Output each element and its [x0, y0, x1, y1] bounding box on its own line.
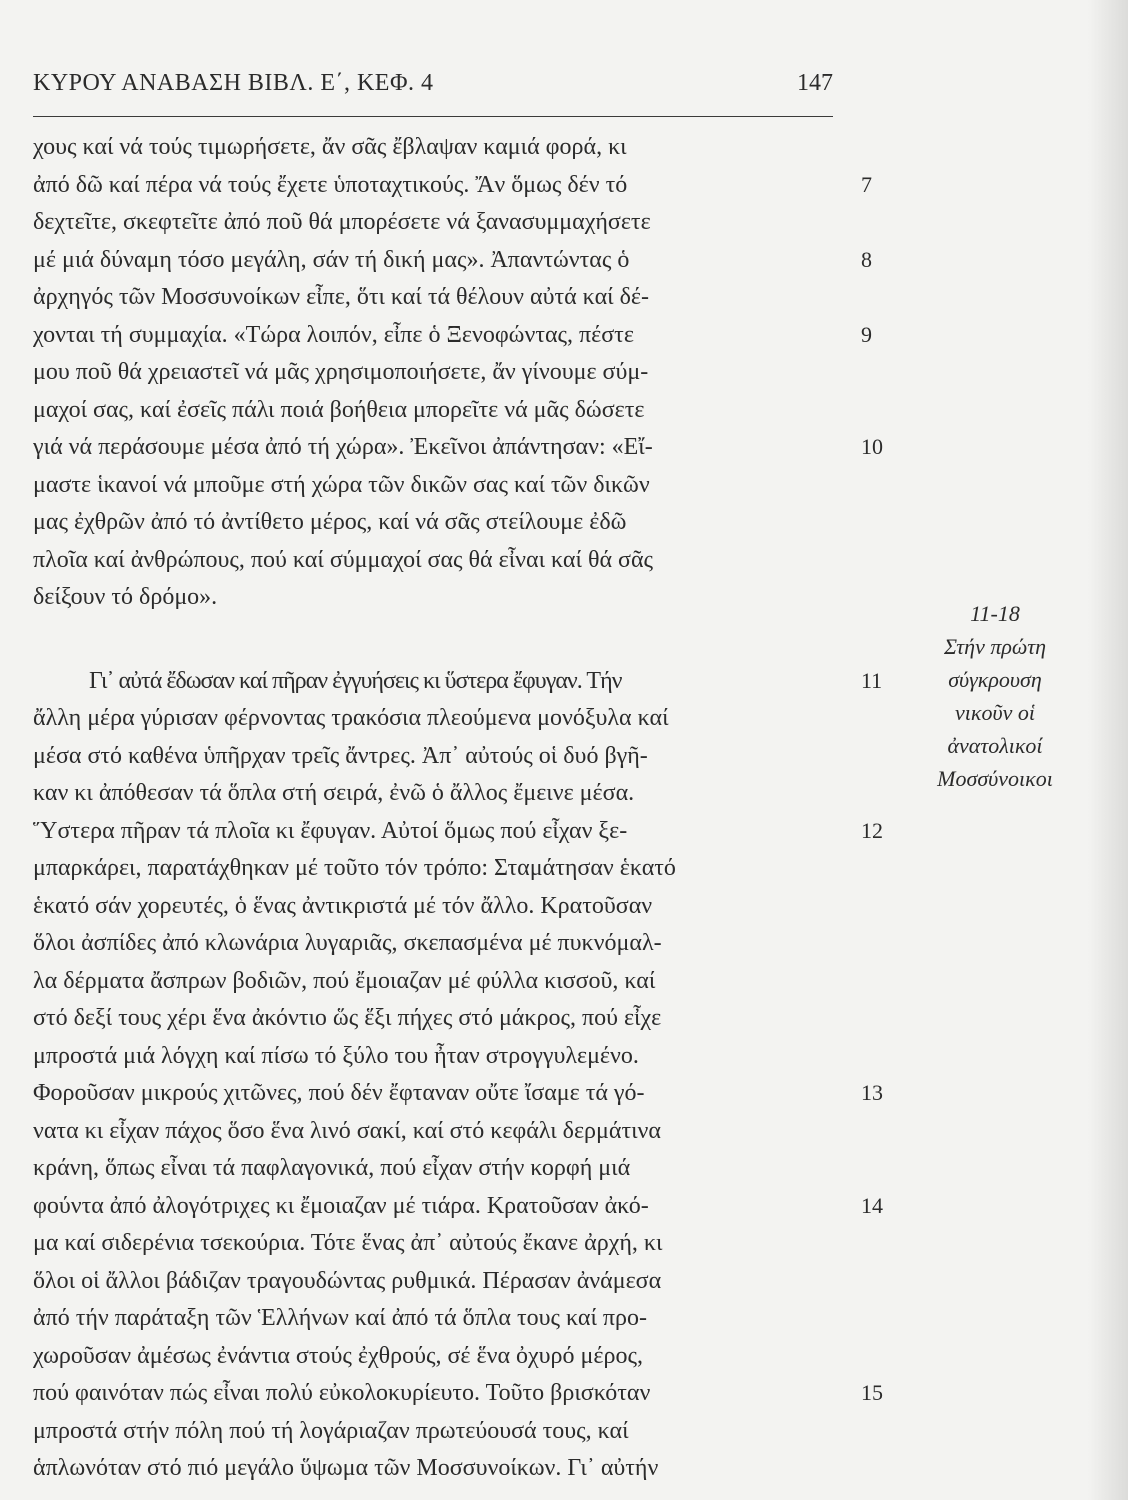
text-line: μου ποῦ θά χρειαστεῖ νά μᾶς χρησιμοποιήσετε, ἄν γίνουμε σύμ-: [33, 359, 649, 385]
text-line: ἀπό τήν παράταξη τῶν Ἑλλήνων καί ἀπό τά ὅπλα τους καί προ-: [33, 1305, 647, 1331]
text-line: χονται τή συμμαχία. «Τώρα λοιπόν, εἶπε ὁ Ξενοφώντας, πέστε: [33, 321, 634, 348]
text-line: φούντα ἀπό ἀλογότριχες κι ἔμοιαζαν μέ τιάρα. Κρατοῦσαν ἀκό-: [33, 1192, 649, 1219]
running-title: ΚΥΡΟΥ ΑΝΑΒΑΣΗ ΒΙΒΛ. Ε΄, ΚΕΦ. 4: [33, 70, 434, 96]
section-number: 11: [861, 667, 883, 693]
page-number: 147: [797, 70, 833, 96]
section-number: 12: [861, 817, 883, 843]
margin-note-line: νικοῦν οἱ: [955, 700, 1035, 725]
section-number: 8: [861, 246, 872, 272]
text-line: νατα κι εἶχαν πάχος ὅσο ἕνα λινό σακί, καί στό κεφάλι δερμάτινα: [33, 1117, 661, 1144]
margin-note: [905, 597, 1085, 795]
header-rule: [33, 116, 833, 117]
text-line: πού φαινόταν πώς εἶναι πολύ εὐκολοκυρίευτο. Τοῦτο βρισκόταν: [33, 1380, 651, 1406]
margin-note-line: σύγκρουση: [948, 667, 1042, 692]
text-line: Ὕστερα πῆραν τά πλοῖα κι ἔφυγαν. Αὐτοί ὅμως πού εἶχαν ξε-: [33, 817, 628, 844]
margin-note-line: Στήν πρώτη: [943, 634, 1047, 659]
section-number: 15: [861, 1380, 883, 1405]
text-line: μέσα στό καθένα ὑπῆρχαν τρεῖς ἄντρες. Ἀπ᾿ αὐτούς οἱ δυό βγῆ-: [33, 742, 648, 769]
text-line: δείξουν τό δρόμο».: [33, 584, 218, 610]
text-line: δεχτεῖτε, σκεφτεῖτε ἀπό ποῦ θά μπορέσετε νά ξανασυμμαχήσετε: [33, 209, 651, 235]
section-number: 9: [861, 321, 872, 347]
text-line: μαχοί σας, καί ἐσεῖς πάλι ποιά βοήθεια μπορεῖτε νά μᾶς δώσετε: [33, 396, 645, 423]
text-line: μα καί σιδερένια τσεκούρια. Τότε ἕνας ἀπ᾿ αὐτούς ἔκανε ἀρχή, κι: [33, 1230, 663, 1256]
text-line: μέ μιά δύναμη τόσο μεγάλη, σάν τή δική μας». Ἀπαντώντας ὁ: [33, 246, 630, 273]
text-line: στό δεξί τους χέρι ἕνα ἀκόντιο ὥς ἕξι πήχες στό μάκρος, πού εἶχε: [33, 1005, 662, 1031]
text-line: ἀρχηγός τῶν Μοσσυνοίκων εἶπε, ὅτι καί τά θέλουν αὐτά καί δέ-: [33, 284, 649, 310]
text-line: χους καί νά τούς τιμωρήσετε, ἄν σᾶς ἔβλαψαν καμιά φορά, κι: [33, 134, 627, 160]
text-line: καν κι ἀπόθεσαν τά ὅπλα στή σειρά, ἐνῶ ὁ ἄλλος ἔμεινε μέσα.: [33, 780, 635, 806]
text-line: μπροστά στήν πόλη πού τή λογάριαζαν πρωτεύουσά τους, καί: [33, 1417, 629, 1444]
section-number: 10: [861, 434, 883, 459]
text-line: ἑκατό σάν χορευτές, ὁ ἕνας ἀντικριστά μέ τόν ἄλλο. Κρατοῦσαν: [33, 892, 653, 919]
section-number: 14: [861, 1192, 883, 1218]
margin-note-range: 11-18: [970, 601, 1020, 626]
margin-note-line: ἀνατολικοί: [947, 733, 1043, 758]
section-number: 7: [861, 171, 872, 197]
section-number: 13: [861, 1080, 883, 1105]
text-line: γιά νά περάσουμε μέσα ἀπό τή χώρα». Ἐκεῖνοι ἀπάντησαν: «Εἴ-: [33, 434, 653, 460]
text-line: χωροῦσαν ἀμέσως ἐνάντια στούς ἐχθρούς, σέ ἕνα ὀχυρό μέρος,: [33, 1342, 643, 1369]
text-line: μπαρκάρει, παρατάχθηκαν μέ τοῦτο τόν τρόπο: Σταμάτησαν ἑκατό: [33, 855, 676, 881]
text-line: ὅλοι ἀσπίδες ἀπό κλωνάρια λυγαριᾶς, σκεπασμένα μέ πυκνόμαλ-: [33, 930, 662, 956]
text-line: πλοῖα καί ἀνθρώπους, πού καί σύμμαχοί σας θά εἶναι καί θά σᾶς: [33, 546, 654, 573]
text-line: ἁπλωνόταν στό πιό μεγάλο ὕψωμα τῶν Μοσσυνοίκων. Γι᾿ αὐτήν: [33, 1455, 659, 1481]
text-line: λα δέρματα ἄσπρων βοδιῶν, πού ἔμοιαζαν μέ φύλλα κισσοῦ, καί: [33, 967, 656, 994]
margin-note-line: Μοσσύνοικοι: [937, 766, 1053, 791]
text-line: μαστε ἱκανοί νά μποῦμε στή χώρα τῶν δικῶν σας καί τῶν δικῶν: [33, 471, 650, 498]
text-line: μπροστά μιά λόγχη καί πίσω τό ξύλο του ἦταν στρογγυλεμένο.: [33, 1042, 639, 1069]
text-line: Φοροῦσαν μικρούς χιτῶνες, πού δέν ἔφταναν οὔτε ἴσαμε τά γό-: [33, 1080, 645, 1106]
text-line: Γι᾿ αὐτά ἔδωσαν καί πῆραν ἐγγυήσεις κι ὕστερα ἔφυγαν. Τήν: [89, 667, 622, 694]
text-line: μας ἐχθρῶν ἀπό τό ἀντίθετο μέρος, καί νά σᾶς στείλουμε ἐδῶ: [33, 509, 627, 535]
page-edge-shadow: [1088, 0, 1128, 1500]
text-line: ἄλλη μέρα γύρισαν φέρνοντας τρακόσια πλεούμενα μονόξυλα καί: [33, 705, 669, 731]
page-header: [33, 70, 833, 110]
text-line: ἀπό δῶ καί πέρα νά τούς ἔχετε ὑποταχτικούς. Ἄν ὅμως δέν τό: [33, 171, 628, 198]
text-line: κράνη, ὅπως εἶναι τά παφλαγονικά, πού εἶχαν στήν κορφή μιά: [33, 1155, 631, 1181]
text-line: ὅλοι οἱ ἄλλοι βάδιζαν τραγουδώντας ρυθμικά. Πέρασαν ἀνάμεσα: [33, 1267, 662, 1294]
